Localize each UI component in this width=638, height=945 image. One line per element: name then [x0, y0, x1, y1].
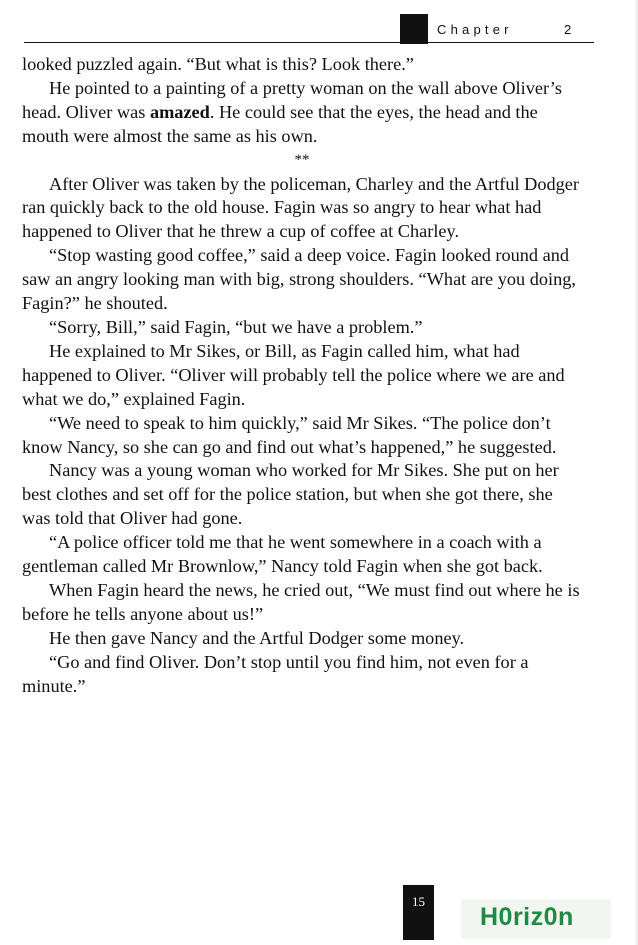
emphasized-word: amazed: [149, 101, 210, 122]
paragraph-text: He pointed to a painting of a pretty woman on the wall above Oliver’s head. Oliver was: [22, 77, 562, 122]
paragraph: “Stop wasting good coffee,” said a deep voice. Fagin looked round and saw an angry looking man with big, strong shoulders. “What are you doing, Fagin?” he shouted.: [22, 245, 576, 314]
chapter-label: Chapter: [437, 22, 513, 37]
section-separator: **: [294, 151, 310, 168]
page-body: [22, 53, 582, 698]
chapter-marker-block: [400, 14, 428, 44]
paragraph: When Fagin heard the news, he cried out, “We must find out where he is before he tells anyone about us!”: [22, 579, 580, 624]
paragraph: He explained to Mr Sikes, or Bill, as Fagin called him, what had happened to Oliver. “Oliver will probably tell the police where we are and what we do,” explained Fagin.: [22, 340, 565, 409]
paragraph: “Sorry, Bill,” said Fagin, “but we have a problem.”: [49, 316, 423, 337]
paragraph: “Go and find Oliver. Don’t stop until you find him, not even for a minute.”: [22, 651, 529, 696]
page-number: 15: [412, 894, 425, 909]
paragraph: After Oliver was taken by the policeman, Charley and the Artful Dodger ran quickly back to the old house. Fagin was so angry to hear what had happened to Oliver that he threw a cup of coffee at Charley.: [22, 173, 579, 242]
header-rule: [24, 42, 594, 43]
paragraph: [22, 77, 582, 149]
paragraph: Nancy was a young woman who worked for Mr Sikes. She put on her best clothes and set off for the police station, but when she got there, she was told that Oliver had gone.: [22, 460, 559, 529]
paragraph: “A police officer told me that he went somewhere in a coach with a gentleman called Mr Brownlow,” Nancy told Fagin when she got back.: [22, 532, 543, 577]
chapter-number: 2: [564, 22, 572, 37]
paragraph: looked puzzled again. “But what is this? Look there.”: [22, 54, 414, 74]
paragraph: He then gave Nancy and the Artful Dodger some money.: [49, 627, 465, 648]
paragraph: “We need to speak to him quickly,” said Mr Sikes. “The police don’t know Nancy, so she can go and find out what’s happened,” he suggested.: [22, 412, 557, 457]
horizon-logo-text: H0riz0n: [480, 903, 574, 931]
page-edge-shadow: [634, 0, 638, 945]
paragraph-text: . He could see that the eyes, the head and the mouth were almost the same as his own.: [22, 101, 538, 146]
